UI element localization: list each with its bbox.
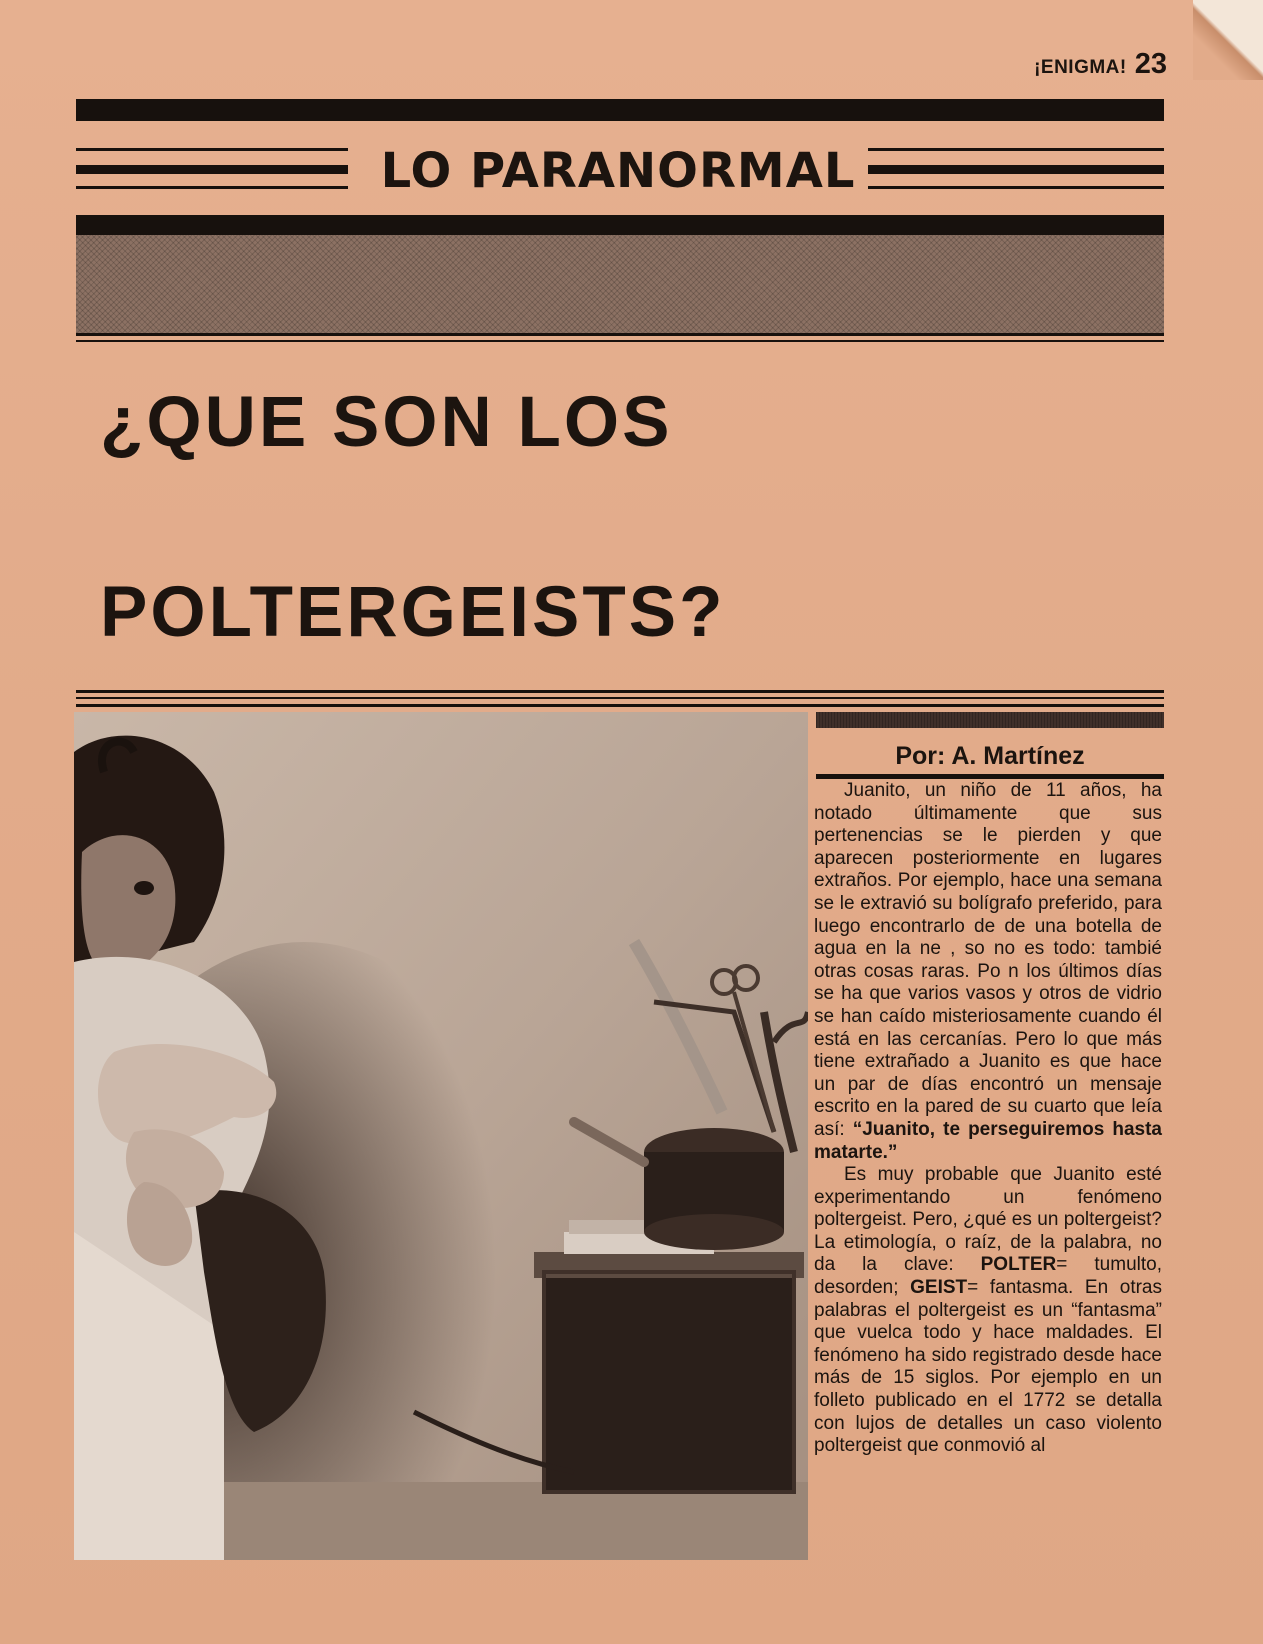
byline-rule bbox=[816, 774, 1164, 779]
section-rule-right bbox=[868, 148, 1164, 190]
rule-above-photo-3 bbox=[76, 704, 1164, 707]
top-rule-band bbox=[76, 99, 1164, 121]
byline-box bbox=[816, 712, 1164, 779]
byline: Por: A. Martínez bbox=[895, 742, 1085, 770]
byline-halftone-band bbox=[816, 712, 1164, 728]
rule-below-band-2 bbox=[76, 340, 1164, 342]
photo-figure-icon bbox=[74, 712, 808, 1560]
section-title: LO PARANORMAL bbox=[380, 143, 856, 199]
headline-line-1: ¿QUE SON LOS bbox=[100, 383, 673, 462]
article-paragraph-1-text: Juanito, un niño de 11 años, ha notado últimamente que sus pertenencias se le pierden y que aparecen posteriormente en lugares extraños. Por ejemplo, hace una semana se le extravió su bolígrafo preferido, para luego encontrarlo de de una botella de agua en la ne , so no es todo: tambié otras cosas raras. Po n los últimos días se ha que varios vasos y otros de vidrio se han caído misteriosamente cuando él está en las cercanías. Pero lo que más tiene extrañado a Juanito es que hace un par de días encontró un mensaje escrito en la pared de su cuarto que leía así: bbox=[814, 780, 1162, 1140]
section-header bbox=[76, 140, 1164, 198]
page-header bbox=[1034, 48, 1167, 81]
page-number: 23 bbox=[1134, 48, 1167, 80]
folded-corner bbox=[1193, 0, 1263, 80]
band-above-screen bbox=[76, 215, 1164, 237]
article-quote: “Juanito, te perseguiremos hasta matarte.” bbox=[814, 1118, 1163, 1163]
term-geist: GEIST bbox=[910, 1277, 968, 1299]
magazine-name: ¡ENIGMA! bbox=[1034, 57, 1127, 78]
headline-line-2: POLTERGEISTS? bbox=[100, 573, 726, 652]
photo-illustration bbox=[74, 712, 808, 1560]
rule-below-band-1 bbox=[76, 333, 1164, 336]
rule-above-photo-2 bbox=[76, 697, 1164, 699]
rule-above-photo-1 bbox=[76, 690, 1164, 693]
article-paragraph-2 bbox=[814, 1164, 1162, 1458]
article-paragraph-2-text-c: = fantasma. En otras palabras el poltergeist es un “fantasma” que vuelca todo y hace maldades. El fenómeno ha sido registrado desde hace más de 15 siglos. Por ejemplo en un folleto publicado en el 1772 se detalla con lujos de detalles un caso violento poltergeist que conmovió al bbox=[814, 1277, 1162, 1457]
article-body bbox=[814, 780, 1162, 1458]
article-paragraph-2-text-a: Es muy probable que Juanito esté experimentando un fenómeno poltergeist. Pero, ¿qué es un poltergeist? La etimología, o raíz, de la palabra, no da la clave: bbox=[814, 1164, 1162, 1276]
halftone-band bbox=[76, 235, 1164, 333]
section-rule-left bbox=[76, 148, 348, 190]
term-polter: POLTER bbox=[980, 1254, 1057, 1276]
article-paragraph-2-text-b: = tumulto, desorden; bbox=[814, 1254, 1162, 1299]
article-paragraph-1 bbox=[814, 780, 1162, 1164]
